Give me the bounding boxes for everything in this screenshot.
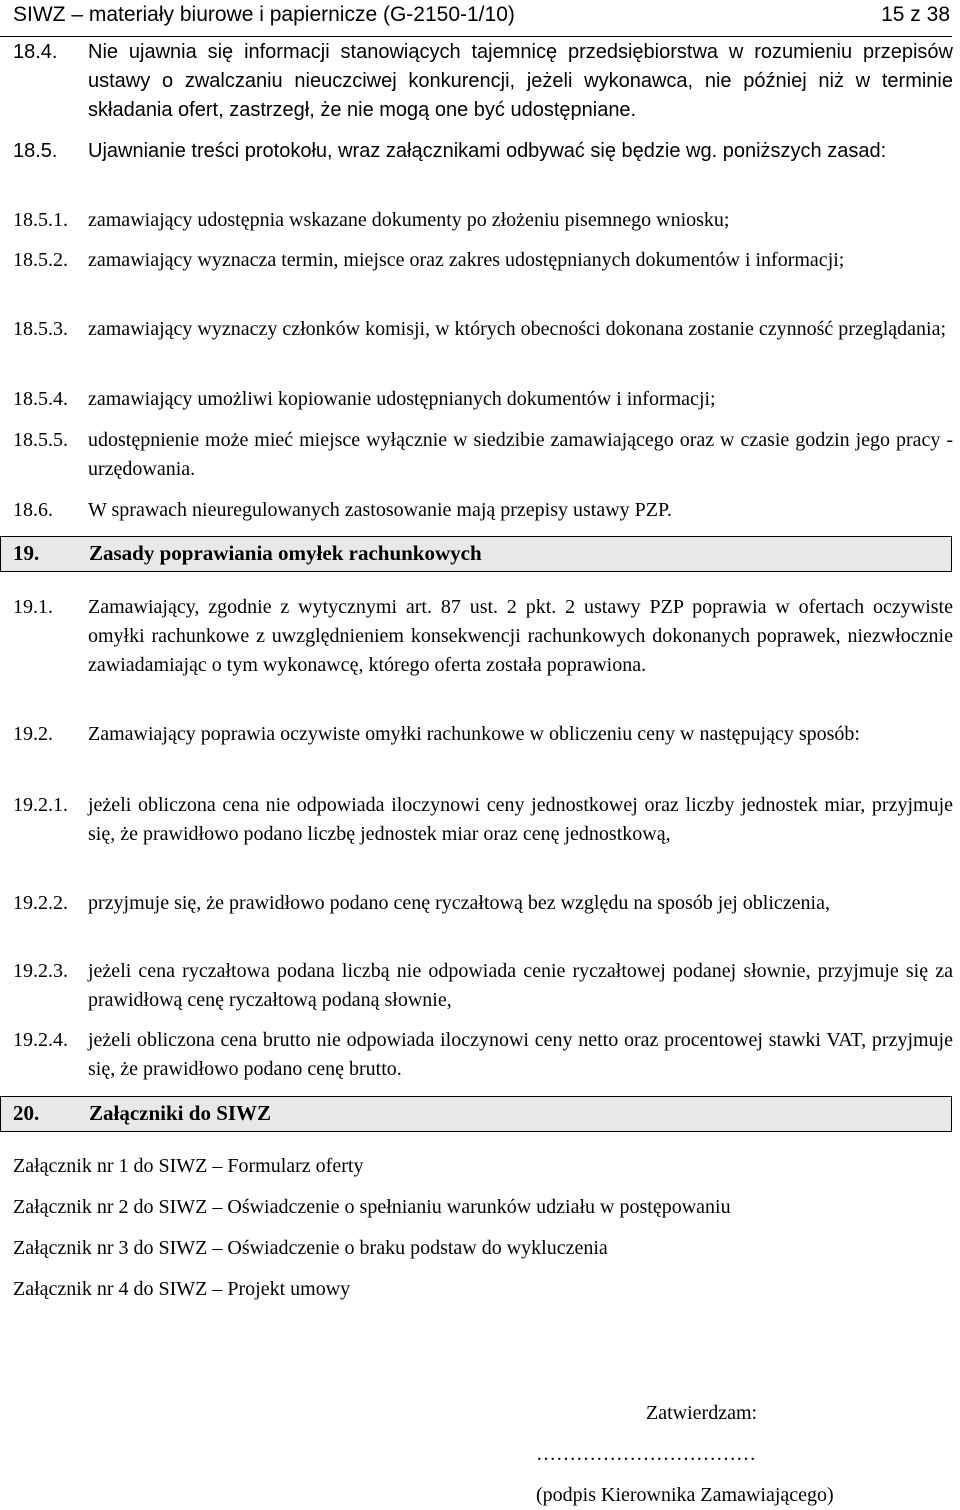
paragraph-19-2 [13, 720, 953, 749]
page-number: 15 z 38 [881, 3, 950, 26]
paragraph-18-5 [13, 137, 953, 166]
paragraph-19-2-3 [13, 957, 953, 1015]
signature-caption: (podpis Kierownika Zamawiającego) [536, 1484, 834, 1506]
paragraph-18-5-1 [13, 206, 953, 235]
document-title: SIWZ – materiały biurowe i papiernicze (G-2150-1/10) [13, 3, 515, 26]
section-heading-20 [0, 1096, 952, 1132]
paragraph-number: 19.2. [13, 723, 53, 745]
paragraph-number: 18.5.1. [13, 209, 68, 231]
section-title: Załączniki do SIWZ [89, 1101, 272, 1125]
paragraph-text: jeżeli obliczona cena nie odpowiada iloczynowi ceny jednostkowej oraz liczby jednostek miar, przyjmuje się, że prawidłowo podano liczbę jednostek miar oraz cenę jednostkową, [88, 794, 953, 845]
paragraph-19-2-2 [13, 889, 953, 918]
paragraph-text: Ujawnianie treści protokołu, wraz załącznikami odbywać się będzie wg. poniższych zasad: [88, 140, 887, 162]
paragraph-text: przyjmuje się, że prawidłowo podano cenę ryczałtową bez względu na sposób jej obliczenia, [88, 892, 830, 914]
paragraph-number: 18.6. [13, 499, 53, 521]
paragraph-text: zamawiający udostępnia wskazane dokumenty po złożeniu pisemnego wniosku; [88, 209, 730, 231]
paragraph-18-5-4 [13, 385, 953, 414]
section-heading-19 [0, 536, 952, 572]
paragraph-text: W sprawach nieuregulowanych zastosowanie mają przepisy ustawy PZP. [88, 499, 672, 521]
paragraph-18-5-5 [13, 426, 953, 484]
paragraph-18-6 [13, 496, 953, 525]
approval-label: Zatwierdzam: [646, 1402, 758, 1424]
paragraph-number: 18.5. [13, 140, 58, 162]
paragraph-number: 18.4. [13, 41, 58, 63]
paragraph-number: 19.2.4. [13, 1029, 68, 1051]
paragraph-19-2-4 [13, 1026, 953, 1084]
paragraph-number: 19.1. [13, 596, 53, 618]
paragraph-18-4 [13, 38, 953, 125]
page-header [0, 0, 952, 37]
section-title: Zasady poprawiania omyłek rachunkowych [89, 541, 482, 565]
attachment-item: Załącznik nr 2 do SIWZ – Oświadczenie o spełnianiu warunków udziału w postępowaniu [13, 1196, 731, 1218]
section-number: 20. [13, 1101, 40, 1125]
paragraph-text: Zamawiający, zgodnie z wytycznymi art. 87 ust. 2 pkt. 2 ustawy PZP poprawia w ofertach oczywiste omyłki rachunkowe z uwzględnieniem konsekwencji rachunkowych dokonanych poprawek, niezwłocznie zawiadamiając o tym wykonawcę, którego oferta została poprawiona. [88, 596, 953, 676]
paragraph-text: udostępnienie może mieć miejsce wyłącznie w siedzibie zamawiającego oraz w czasie godzin jego pracy - urzędowania. [88, 429, 953, 480]
paragraph-number: 19.2.3. [13, 960, 68, 982]
paragraph-number: 18.5.2. [13, 249, 68, 271]
paragraph-number: 18.5.5. [13, 429, 68, 451]
attachment-item: Załącznik nr 1 do SIWZ – Formularz oferty [13, 1155, 364, 1177]
attachment-item: Załącznik nr 4 do SIWZ – Projekt umowy [13, 1278, 351, 1300]
paragraph-number: 19.2.2. [13, 892, 68, 914]
paragraph-number: 18.5.4. [13, 388, 68, 410]
paragraph-text: jeżeli obliczona cena brutto nie odpowiada iloczynowi ceny netto oraz procentowej stawki VAT, przyjmuje się, że prawidłowo podano cenę brutto. [88, 1029, 953, 1080]
paragraph-18-5-2 [13, 246, 953, 275]
paragraph-text: jeżeli cena ryczałtowa podana liczbą nie odpowiada cenie ryczałtowej podanej słownie, przyjmuje się za prawidłową cenę ryczałtową podaną słownie, [88, 960, 953, 1011]
paragraph-text: zamawiający umożliwi kopiowanie udostępnianych dokumentów i informacji; [88, 388, 716, 410]
paragraph-text: Nie ujawnia się informacji stanowiących tajemnicę przedsiębiorstwa w rozumieniu przepisów ustawy o zwalczaniu nieuczciwej konkurencji, jeżeli wykonawca, nie później niż w terminie składania ofert, zastrzegł, że nie mogą one być udostępniane. [88, 41, 953, 121]
paragraph-19-2-1 [13, 791, 953, 849]
paragraph-text: Zamawiający poprawia oczywiste omyłki rachunkowe w obliczeniu ceny w następujący sposób: [88, 723, 860, 745]
attachment-item: Załącznik nr 3 do SIWZ – Oświadczenie o braku podstaw do wykluczenia [13, 1237, 608, 1259]
paragraph-number: 19.2.1. [13, 794, 68, 816]
paragraph-19-1 [13, 593, 953, 680]
paragraph-text: zamawiający wyznacza termin, miejsce oraz zakres udostępnianych dokumentów i informacji; [88, 249, 845, 271]
signature-line: …………………………… [536, 1443, 756, 1465]
paragraph-number: 18.5.3. [13, 318, 68, 340]
paragraph-18-5-3 [13, 315, 953, 344]
section-number: 19. [13, 541, 40, 565]
paragraph-text: zamawiający wyznaczy członków komisji, w których obecności dokonana zostanie czynność przeglądania; [88, 318, 947, 340]
